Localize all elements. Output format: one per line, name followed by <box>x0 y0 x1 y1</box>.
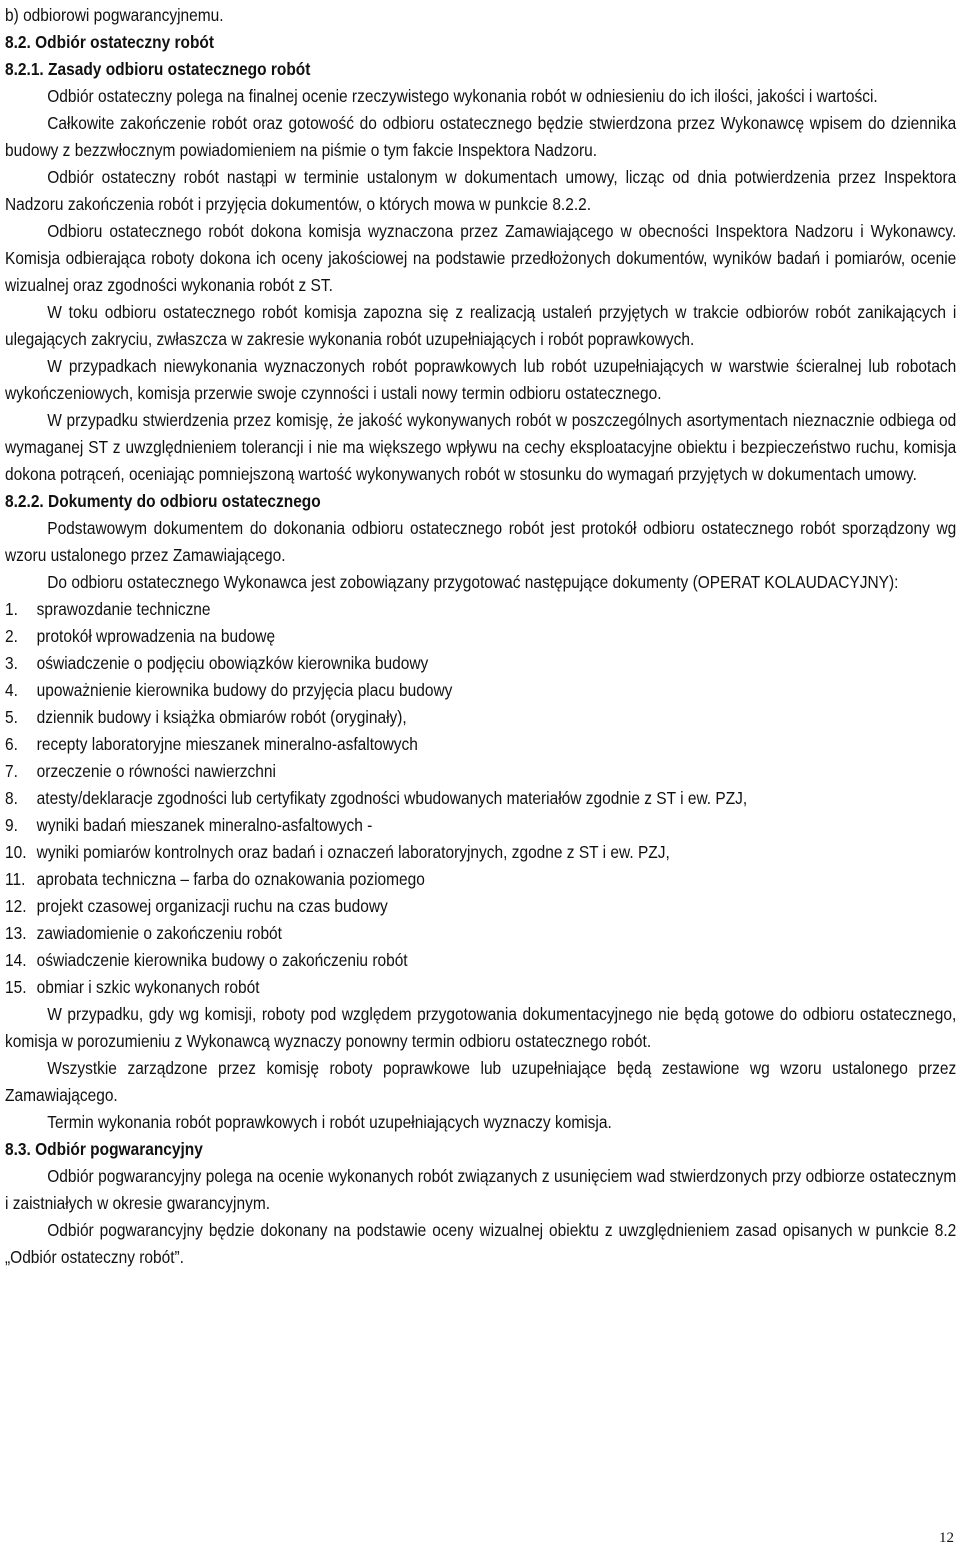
paragraph-corrective-works: Wszystkie zarządzone przez komisję roboty poprawkowe lub uzupełniające będą zestawione wg wzoru ustalonego przez Zamawiającego. <box>5 1058 957 1105</box>
list-item-text: atesty/deklaracje zgodności lub certyfikaty zgodności wbudowanych materiałów zgodnie z ST i ew. PZJ, <box>36 788 748 808</box>
paragraph-protocol: Podstawowym dokumentem do dokonania odbioru ostatecznego robót jest protokół odbioru ostatecznego robót sporządzony wg wzoru ustalonego przez Zamawiającego. <box>5 518 957 565</box>
list-item-text: wyniki pomiarów kontrolnych oraz badań i oznaczeń laboratoryjnych, zgodne z ST i ew. PZJ, <box>36 842 670 862</box>
list-item-number: 10. <box>5 842 27 862</box>
list-item-text: dziennik budowy i książka obmiarów robót (oryginały), <box>36 707 407 727</box>
list-item-text: recepty laboratoryjne mieszanek mineralno-asfaltowych <box>36 734 418 754</box>
list-item-number: 7. <box>5 761 18 781</box>
list-item-text: aprobata techniczna – farba do oznakowania poziomego <box>36 869 425 889</box>
list-item <box>5 812 956 839</box>
paragraph-acceptance-date: Odbiór ostateczny robót nastąpi w terminie ustalonym w dokumentach umowy, licząc od dnia potwierdzenia przez Inspektora Nadzoru zakończenia robót i przyjęcia dokumentów, o których mowa w punkcie 8.2.2. <box>5 167 957 214</box>
list-item <box>5 866 956 893</box>
paragraph-post-warranty-definition: Odbiór pogwarancyjny polega na ocenie wykonanych robót związanych z usunięciem wad stwierdzonych przy odbiorze ostatecznym i zaistniałych w okresie gwarancyjnym. <box>5 1166 957 1213</box>
list-item-text: zawiadomienie o zakończeniu robót <box>36 923 282 943</box>
list-item-text: upoważnienie kierownika budowy do przyjęcia placu budowy <box>36 680 453 700</box>
document-body <box>5 2 956 1271</box>
list-item-number: 9. <box>5 815 18 835</box>
paragraph-deadline: Termin wykonania robót poprawkowych i robót uzupełniających wyznaczy komisja. <box>47 1112 612 1132</box>
paragraph-post-warranty-basis: Odbiór pogwarancyjny będzie dokonany na podstawie oceny wizualnej obiektu z uwzględnieniem zasad opisanych w punkcie 8.2 „Odbiór ostateczny robót”. <box>5 1220 957 1267</box>
list-item-text: orzeczenie o równości nawierzchni <box>36 761 276 781</box>
list-item-number: 3. <box>5 653 18 673</box>
list-item <box>5 623 956 650</box>
list-item-number: 15. <box>5 977 27 997</box>
list-item <box>5 785 956 812</box>
list-item-text: projekt czasowej organizacji ruchu na czas budowy <box>36 896 388 916</box>
list-item-number: 2. <box>5 626 18 646</box>
list-item <box>5 596 956 623</box>
page-number: 12 <box>939 1530 954 1546</box>
list-item <box>5 974 956 1001</box>
section-heading-8-2-2: 8.2.2. Dokumenty do odbioru ostatecznego <box>5 491 321 511</box>
paragraph-unfinished-works: W przypadkach niewykonania wyznaczonych robót poprawkowych lub robót uzupełniających w warstwie ścieralnej lub robotach wykończeniowych, komisja przerwie swoje czynności i ustali nowy termin odbioru ostatecznego. <box>5 356 957 403</box>
section-heading-8-2-1: 8.2.1. Zasady odbioru ostatecznego robót <box>5 59 311 79</box>
list-item-text: protokół wprowadzenia na budowę <box>36 626 276 646</box>
list-item-number: 1. <box>5 599 18 619</box>
list-item <box>5 731 956 758</box>
paragraph-quality-deductions: W przypadku stwierdzenia przez komisję, że jakość wykonywanych robót w poszczególnych asortymentach nieznacznie odbiega od wymaganej ST z uwzględnieniem tolerancji i nie ma większego wpływu na cechy eksploatacyjne obiektu i bezpieczeństwo ruchu, komisja dokona potrąceń, oceniając pomniejszoną wartość wykonywanych robót w stosunku do wymagań przyjętych w dokumentach umowy. <box>5 410 957 484</box>
paragraph-documentation-not-ready: W przypadku, gdy wg komisji, roboty pod względem przygotowania dokumentacyjnego nie będą gotowe do odbioru ostatecznego, komisja w porozumieniu z Wykonawcą wyznaczy ponowny termin odbioru ostatecznego robót. <box>5 1004 957 1051</box>
list-item <box>5 893 956 920</box>
list-item <box>5 758 956 785</box>
section-heading-8-3: 8.3. Odbiór pogwarancyjny <box>5 1139 203 1159</box>
list-item-text: sprawozdanie techniczne <box>36 599 211 619</box>
list-item <box>5 947 956 974</box>
paragraph-final-acceptance-definition: Odbiór ostateczny polega na finalnej ocenie rzeczywistego wykonania robót w odniesieniu do ich ilości, jakości i wartości. <box>47 86 878 106</box>
list-item <box>5 677 956 704</box>
section-heading-8-2: 8.2. Odbiór ostateczny robót <box>5 32 215 52</box>
list-item-text: obmiar i szkic wykonanych robót <box>36 977 260 997</box>
list-item-b: b) odbiorowi pogwarancyjnemu. <box>5 5 224 25</box>
list-item-number: 13. <box>5 923 27 943</box>
list-item-text: oświadczenie kierownika budowy o zakończeniu robót <box>36 950 408 970</box>
list-item-number: 14. <box>5 950 27 970</box>
list-item <box>5 650 956 677</box>
paragraph-required-documents: Do odbioru ostatecznego Wykonawca jest zobowiązany przygotować następujące dokumenty (OPERAT KOLAUDACYJNY): <box>47 572 899 592</box>
list-item-number: 8. <box>5 788 18 808</box>
list-item <box>5 839 956 866</box>
list-item-text: wyniki badań mieszanek mineralno-asfaltowych - <box>36 815 373 835</box>
list-item-number: 11. <box>5 869 26 889</box>
list-item-number: 4. <box>5 680 18 700</box>
list-item-text: oświadczenie o podjęciu obowiązków kierownika budowy <box>36 653 429 673</box>
document-list <box>5 596 956 1001</box>
paragraph-completion-readiness: Całkowite zakończenie robót oraz gotowość do odbioru ostatecznego będzie stwierdzona przez Wykonawcę wpisem do dziennika budowy z bezzwłocznym powiadomieniem na piśmie o tym fakcie Inspektora Nadzoru. <box>5 113 957 160</box>
list-item-number: 5. <box>5 707 18 727</box>
paragraph-commission: Odbioru ostatecznego robót dokona komisja wyznaczona przez Zamawiającego w obecności Inspektora Nadzoru i Wykonawcy. Komisja odbierająca roboty dokona ich oceny jakościowej na podstawie przedłożonych dokumentów, wyników badań i pomiarów, ocenie wizualnej oraz zgodności wykonania robót z ST. <box>5 221 957 295</box>
list-item <box>5 920 956 947</box>
paragraph-commission-review: W toku odbioru ostatecznego robót komisja zapozna się z realizacją ustaleń przyjętych w trakcie odbiorów robót zanikających i ulegających zakryciu, zwłaszcza w zakresie wykonania robót uzupełniających i robót poprawkowych. <box>5 302 957 349</box>
list-item-number: 12. <box>5 896 27 916</box>
list-item-number: 6. <box>5 734 18 754</box>
list-item <box>5 704 956 731</box>
